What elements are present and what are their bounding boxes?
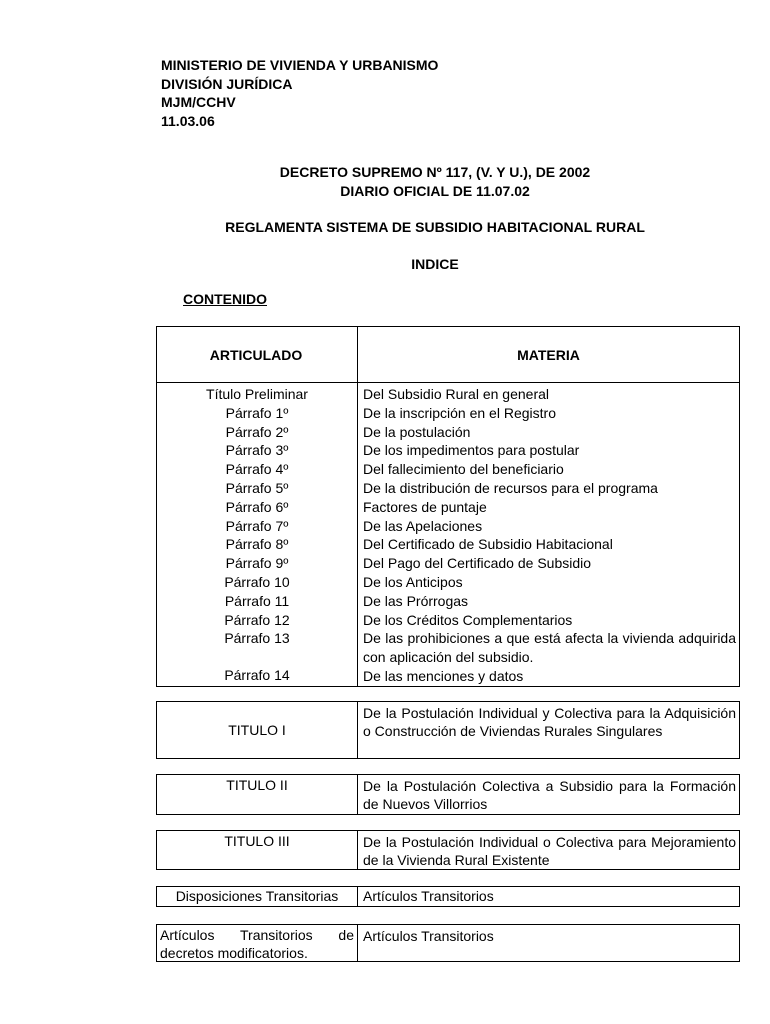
articulado-cell: Párrafo 1º	[225, 404, 289, 421]
articulado-cell: Párrafo 4º	[225, 461, 289, 478]
disposiciones-row	[156, 886, 740, 907]
articulado-cell: Párrafo 12	[224, 611, 290, 628]
articulado-cell: Párrafo 10	[224, 573, 290, 590]
articulos-mod-materia: Artículos Transitorios	[363, 928, 494, 944]
gazette-title: DIARIO OFICIAL DE 11.07.02	[340, 183, 530, 199]
materia-cell: De las menciones y datos	[363, 667, 524, 684]
index-title: INDICE	[411, 256, 459, 272]
articulado-cell: Párrafo 6º	[225, 498, 289, 515]
index-table	[156, 326, 740, 687]
reference-code: MJM/CCHV	[161, 94, 236, 110]
decree-title: DECRETO SUPREMO Nº 117, (V. Y U.), DE 2002	[279, 164, 591, 180]
articulado-cell: Párrafo 9º	[225, 555, 289, 572]
ministry-name: MINISTERIO DE VIVIENDA Y URBANISMO	[161, 57, 439, 73]
document-date: 11.03.06	[161, 112, 215, 129]
materia-cell: Del Pago del Certificado de Subsidio	[363, 555, 592, 572]
materia-cell: Del Subsidio Rural en general	[363, 386, 549, 402]
articulado-cell: Párrafo 11	[224, 592, 290, 609]
materia-cell: Factores de puntaje	[363, 498, 487, 515]
articulado-cell: Título Preliminar	[206, 386, 308, 402]
contenido-heading: CONTENIDO	[183, 291, 267, 307]
table-header-row	[157, 327, 739, 383]
articulado-cell: Párrafo 8º	[225, 536, 289, 553]
materia-cell: De las Prórrogas	[363, 592, 469, 609]
materia-cell: De los Anticipos	[363, 573, 463, 590]
articulado-cell: Párrafo 2º	[225, 423, 289, 440]
articulado-cell: Párrafo 5º	[225, 479, 289, 496]
materia-cell: De los Créditos Complementarios	[363, 611, 573, 628]
division-name: DIVISIÓN JURÍDICA	[161, 75, 293, 92]
titulo-iii-row	[156, 830, 740, 870]
titulo-label: TITULO II	[157, 775, 358, 814]
materia-cell: De la distribución de recursos para el programa	[363, 479, 658, 496]
articulado-cell: Párrafo 3º	[225, 442, 289, 459]
titulo-materia: De la Postulación Individual y Colectiva para la Adquisición o Construcción de Viviendas Rurales Singulares	[363, 705, 736, 740]
titulo-i-row	[156, 701, 740, 759]
articulado-header: ARTICULADO	[157, 327, 358, 382]
articulado-column	[157, 383, 358, 686]
table-body	[157, 383, 739, 686]
materia-cell: De la inscripción en el Registro	[363, 404, 556, 421]
articulado-cell: Párrafo 14	[224, 667, 290, 684]
titulo-label: TITULO I	[157, 702, 358, 758]
materia-cell: De las prohibiciones a que está afecta la vivienda adquirida con aplicación del subsidio.	[363, 630, 736, 665]
titulo-label: TITULO III	[157, 831, 358, 869]
articulos-mod-label: Artículos Transitorios de decretos modificatorios.	[157, 925, 358, 961]
disposiciones-materia: Artículos Transitorios	[363, 888, 494, 904]
materia-cell: Del fallecimiento del beneficiario	[363, 461, 564, 478]
titulo-ii-row	[156, 774, 740, 815]
disposiciones-label: Disposiciones Transitorias	[157, 887, 358, 906]
titulo-materia: De la Postulación Individual o Colectiva para Mejoramiento de la Vivienda Rural Existente	[363, 834, 736, 869]
materia-cell: De los impedimentos para postular	[363, 442, 580, 459]
titulo-materia: De la Postulación Colectiva a Subsidio para la Formación de Nuevos Villorrios	[363, 778, 736, 813]
materia-header: MATERIA	[517, 346, 580, 363]
articulado-cell: Párrafo 13	[224, 630, 290, 647]
regulation-title: REGLAMENTA SISTEMA DE SUBSIDIO HABITACIONAL RURAL	[225, 219, 645, 235]
materia-cell: Del Certificado de Subsidio Habitacional	[363, 536, 613, 553]
materia-cell: De las Apelaciones	[363, 517, 483, 534]
articulado-cell: Párrafo 7º	[225, 517, 289, 534]
articulos-modificatorios-row	[156, 924, 740, 962]
materia-cell: De la postulación	[363, 423, 471, 440]
document-header	[161, 56, 438, 130]
materia-column	[358, 383, 739, 686]
